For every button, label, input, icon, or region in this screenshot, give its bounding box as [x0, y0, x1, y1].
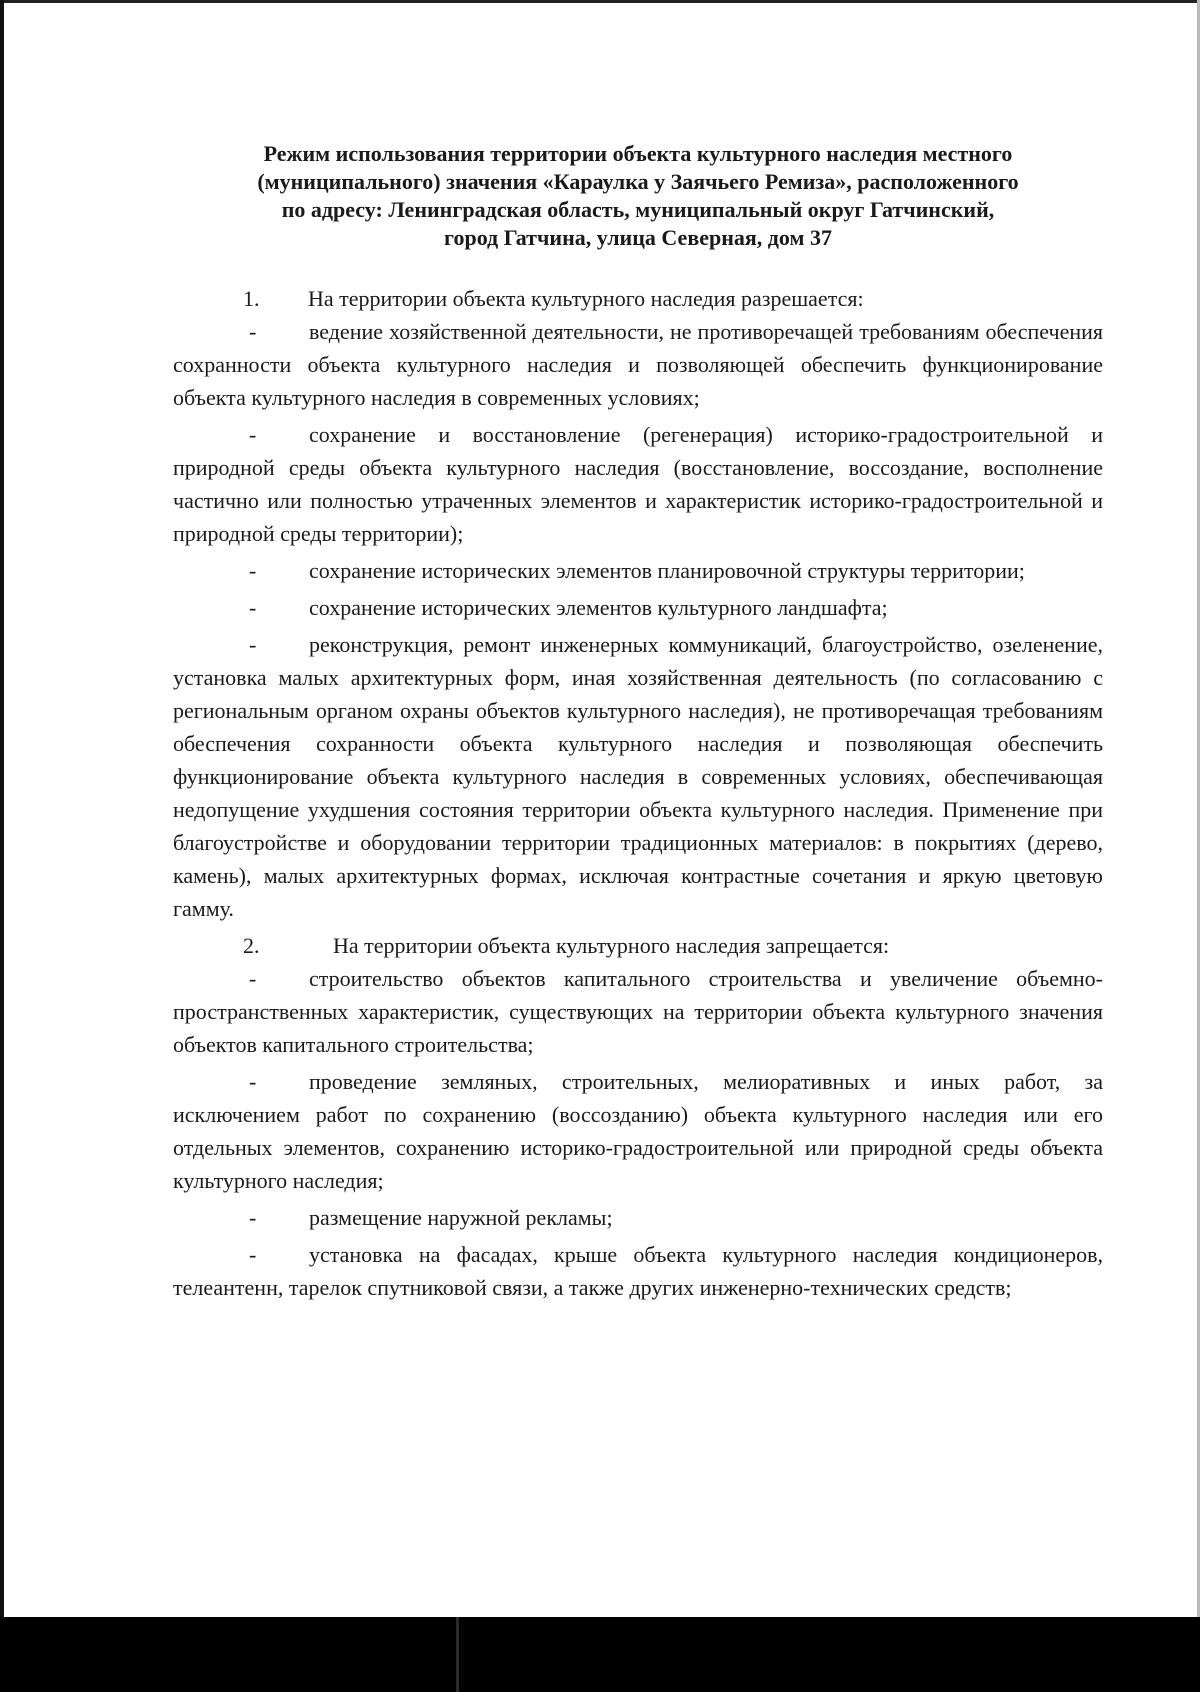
scan-bottom-bar [0, 1617, 1200, 1692]
bullet-dash: - [249, 1069, 257, 1094]
bullet-dash: - [249, 558, 257, 583]
list-item-text: установка на фасадах, крыше объекта культурного наследия кондиционеров, телеантенн, тарелок спутниковой связи, а также других инженерно-технических средств; [173, 1242, 1103, 1300]
title-line-4: город Гатчина, улица Северная, дом 37 [444, 225, 832, 250]
bullet-dash: - [249, 1205, 257, 1230]
list-item-text: размещение наружной рекламы; [309, 1205, 613, 1230]
section-2-heading [173, 929, 1103, 962]
section-1-number: 1. [243, 286, 260, 311]
list-item [173, 962, 1103, 1061]
list-item [173, 1065, 1103, 1197]
list-item [173, 591, 1103, 624]
list-item-text: строительство объектов капитального строительства и увеличение объемно-пространственных характеристик, существующих на территории объекта культурного значения объектов капитального строительства; [173, 966, 1103, 1057]
list-item-text: сохранение и восстановление (регенерация) историко-градостроительной и природной среды объекта культурного наследия (восстановление, воссоздание, восполнение частично или полностью утраченных элементов и характеристик историко-градостроительной и природной среды территории); [173, 422, 1103, 546]
list-item [173, 315, 1103, 414]
bullet-dash: - [249, 595, 257, 620]
title-line-2: (муниципального) значения «Караулка у Заячьего Ремиза», расположенного [257, 169, 1019, 194]
bullet-dash: - [249, 1242, 257, 1267]
list-item [173, 628, 1103, 925]
bullet-dash: - [249, 319, 257, 344]
section-1-heading-text: На территории объекта культурного наследия разрешается: [308, 286, 864, 311]
list-item-text: реконструкция, ремонт инженерных коммуникаций, благоустройство, озеленение, установка малых архитектурных форм, иная хозяйственная деятельность (по согласованию с региональным органом охраны объектов культурного наследия), не противоречащая требованиям обеспечения сохранности объекта культурного наследия и позволяющая обеспечить функционирование объекта культурного наследия в современных условиях, обеспечивающая недопущение ухудшения состояния территории объекта культурного наследия. Применение при благоустройстве и оборудовании территории традиционных материалов: в покрытиях (дерево, камень), малых архитектурных формах, исключая контрастные сочетания и яркую цветовую гамму. [173, 632, 1103, 921]
list-item [173, 554, 1103, 587]
list-item [173, 1201, 1103, 1234]
document-title [173, 140, 1103, 252]
scan-top-edge [0, 0, 1200, 3]
title-line-3: по адресу: Ленинградская область, муниципальный округ Гатчинский, [281, 197, 995, 222]
section-1-heading [173, 282, 1103, 315]
bullet-dash: - [249, 632, 257, 657]
list-item [173, 1238, 1103, 1304]
section-2-number: 2. [243, 933, 260, 958]
list-item-text: сохранение исторических элементов планировочной структуры территории; [309, 558, 1025, 583]
bullet-dash: - [249, 422, 257, 447]
document-page [173, 140, 1103, 1308]
list-item [173, 418, 1103, 550]
scan-bottom-seam [456, 1617, 459, 1692]
scan-left-edge [0, 0, 4, 1692]
title-line-1: Режим использования территории объекта культурного наследия местного [263, 141, 1013, 166]
list-item-text: проведение земляных, строительных, мелиоративных и иных работ, за исключением работ по сохранению (воссозданию) объекта культурного наследия или его отдельных элементов, сохранению историко-градостроительной или природной среды объекта культурного наследия; [173, 1069, 1103, 1193]
section-2-heading-text: На территории объекта культурного наследия запрещается: [333, 933, 890, 958]
bullet-dash: - [249, 966, 257, 991]
list-item-text: ведение хозяйственной деятельности, не противоречащей требованиям обеспечения сохранности объекта культурного наследия и позволяющей обеспечить функционирование объекта культурного наследия в современных условиях; [173, 319, 1103, 410]
list-item-text: сохранение исторических элементов культурного ландшафта; [309, 595, 888, 620]
